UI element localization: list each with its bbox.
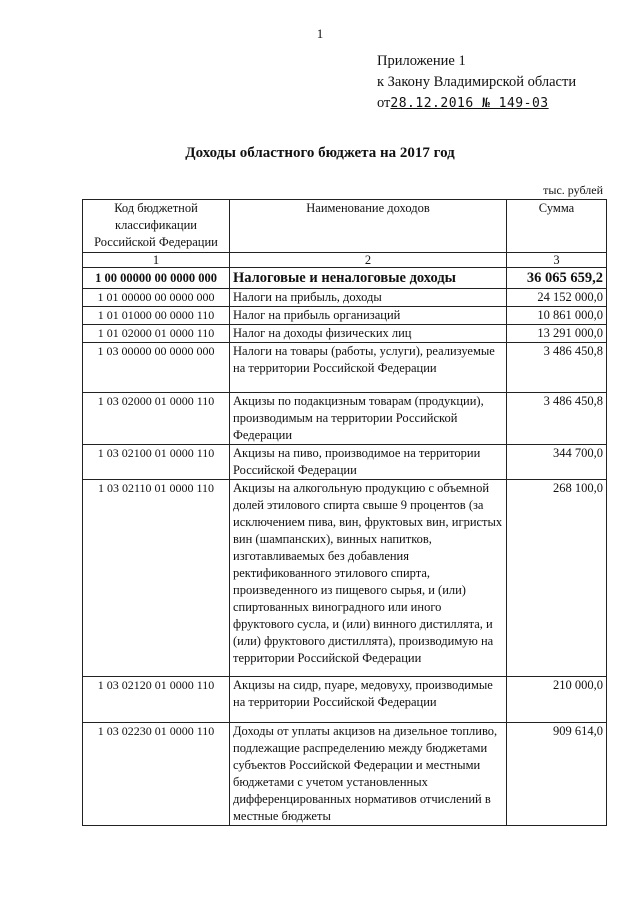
annex-title: Приложение 1 — [377, 53, 466, 69]
row-name: Акцизы на сидр, пуаре, медовуху, производимые на территории Российской Федерации — [230, 677, 507, 723]
row-name: Налог на доходы физических лиц — [230, 325, 507, 343]
annex-date-line — [377, 93, 576, 114]
row-amount: 3 486 450,8 — [507, 393, 607, 445]
row-amount: 268 100,0 — [507, 480, 607, 677]
row-code: 1 01 01000 00 0000 110 — [83, 307, 230, 325]
row-name: Налоги на товары (работы, услуги), реализуемые на территории Российской Федерации — [230, 343, 507, 393]
header-amount: Сумма — [507, 200, 607, 253]
row-amount: 344 700,0 — [507, 445, 607, 480]
row-name: Налоги на прибыль, доходы — [230, 289, 507, 307]
row-code: 1 01 00000 00 0000 000 — [83, 289, 230, 307]
row-name: Доходы от уплаты акцизов на дизельное топливо, подлежащие распределению между бюджетами субъектов Российской Федерации и местными бюджетами с учетом установленных дифференцированных нормативов отчислений в местные бюджеты — [230, 723, 507, 826]
row-name: Акцизы по подакцизным товарам (продукции), производимым на территории Российской Федерации — [230, 393, 507, 445]
column-number: 3 — [507, 253, 607, 268]
header-code: Код бюджетной классификации Российской Федерации — [83, 200, 230, 253]
row-amount: 909 614,0 — [507, 723, 607, 826]
row-amount: 24 152 000,0 — [507, 289, 607, 307]
table-row — [83, 445, 607, 480]
table-row — [83, 307, 607, 325]
row-code: 1 03 02230 01 0000 110 — [83, 723, 230, 826]
row-amount: 10 861 000,0 — [507, 307, 607, 325]
row-amount: 13 291 000,0 — [507, 325, 607, 343]
revenue-table — [82, 199, 607, 826]
row-name: Налог на прибыль организаций — [230, 307, 507, 325]
annex-date-number: 28.12.2016 № 149-03 — [390, 96, 549, 111]
row-amount: 210 000,0 — [507, 677, 607, 723]
table-row — [83, 289, 607, 307]
table-row — [83, 677, 607, 723]
header-name: Наименование доходов — [230, 200, 507, 253]
row-name: Налоговые и неналоговые доходы — [230, 268, 507, 289]
row-name: Акцизы на пиво, производимое на территории Российской Федерации — [230, 445, 507, 480]
row-name: Акцизы на алкогольную продукцию с объемной долей этилового спирта свыше 9 процентов (за исключением пива, вин, фруктовых вин, игристых вин (шампанских), винных напитков, изготавливаемых без добавления ректификованного этилового спирта, произведенного из пищевого сырья, и (или) спиртованных виноградного или иного фруктового сусла, и (или) винного дистиллята, и (или) фруктового дистиллята), производимую на территории Российской Федерации — [230, 480, 507, 677]
column-number: 2 — [230, 253, 507, 268]
column-number: 1 — [83, 253, 230, 268]
annex-date-prefix: от — [377, 95, 391, 111]
annex-law: к Закону Владимирской области — [377, 74, 577, 90]
annex-block — [377, 51, 576, 114]
row-code: 1 00 00000 00 0000 000 — [83, 268, 230, 289]
table-header-row — [83, 200, 607, 253]
units-label: тыс. рублей — [543, 183, 603, 197]
row-code: 1 03 02000 01 0000 110 — [83, 393, 230, 445]
table-row — [83, 268, 607, 289]
table-row — [83, 393, 607, 445]
table-row — [83, 723, 607, 826]
document-title: Доходы областного бюджета на 2017 год — [185, 145, 455, 161]
table-row — [83, 325, 607, 343]
row-code: 1 03 02120 01 0000 110 — [83, 677, 230, 723]
page-number: 1 — [316, 26, 324, 41]
column-number-row — [83, 253, 607, 268]
table-row — [83, 480, 607, 677]
row-amount: 3 486 450,8 — [507, 343, 607, 393]
table-row — [83, 343, 607, 393]
row-code: 1 01 02000 01 0000 110 — [83, 325, 230, 343]
row-code: 1 03 00000 00 0000 000 — [83, 343, 230, 393]
row-amount: 36 065 659,2 — [507, 268, 607, 289]
row-code: 1 03 02110 01 0000 110 — [83, 480, 230, 677]
row-code: 1 03 02100 01 0000 110 — [83, 445, 230, 480]
